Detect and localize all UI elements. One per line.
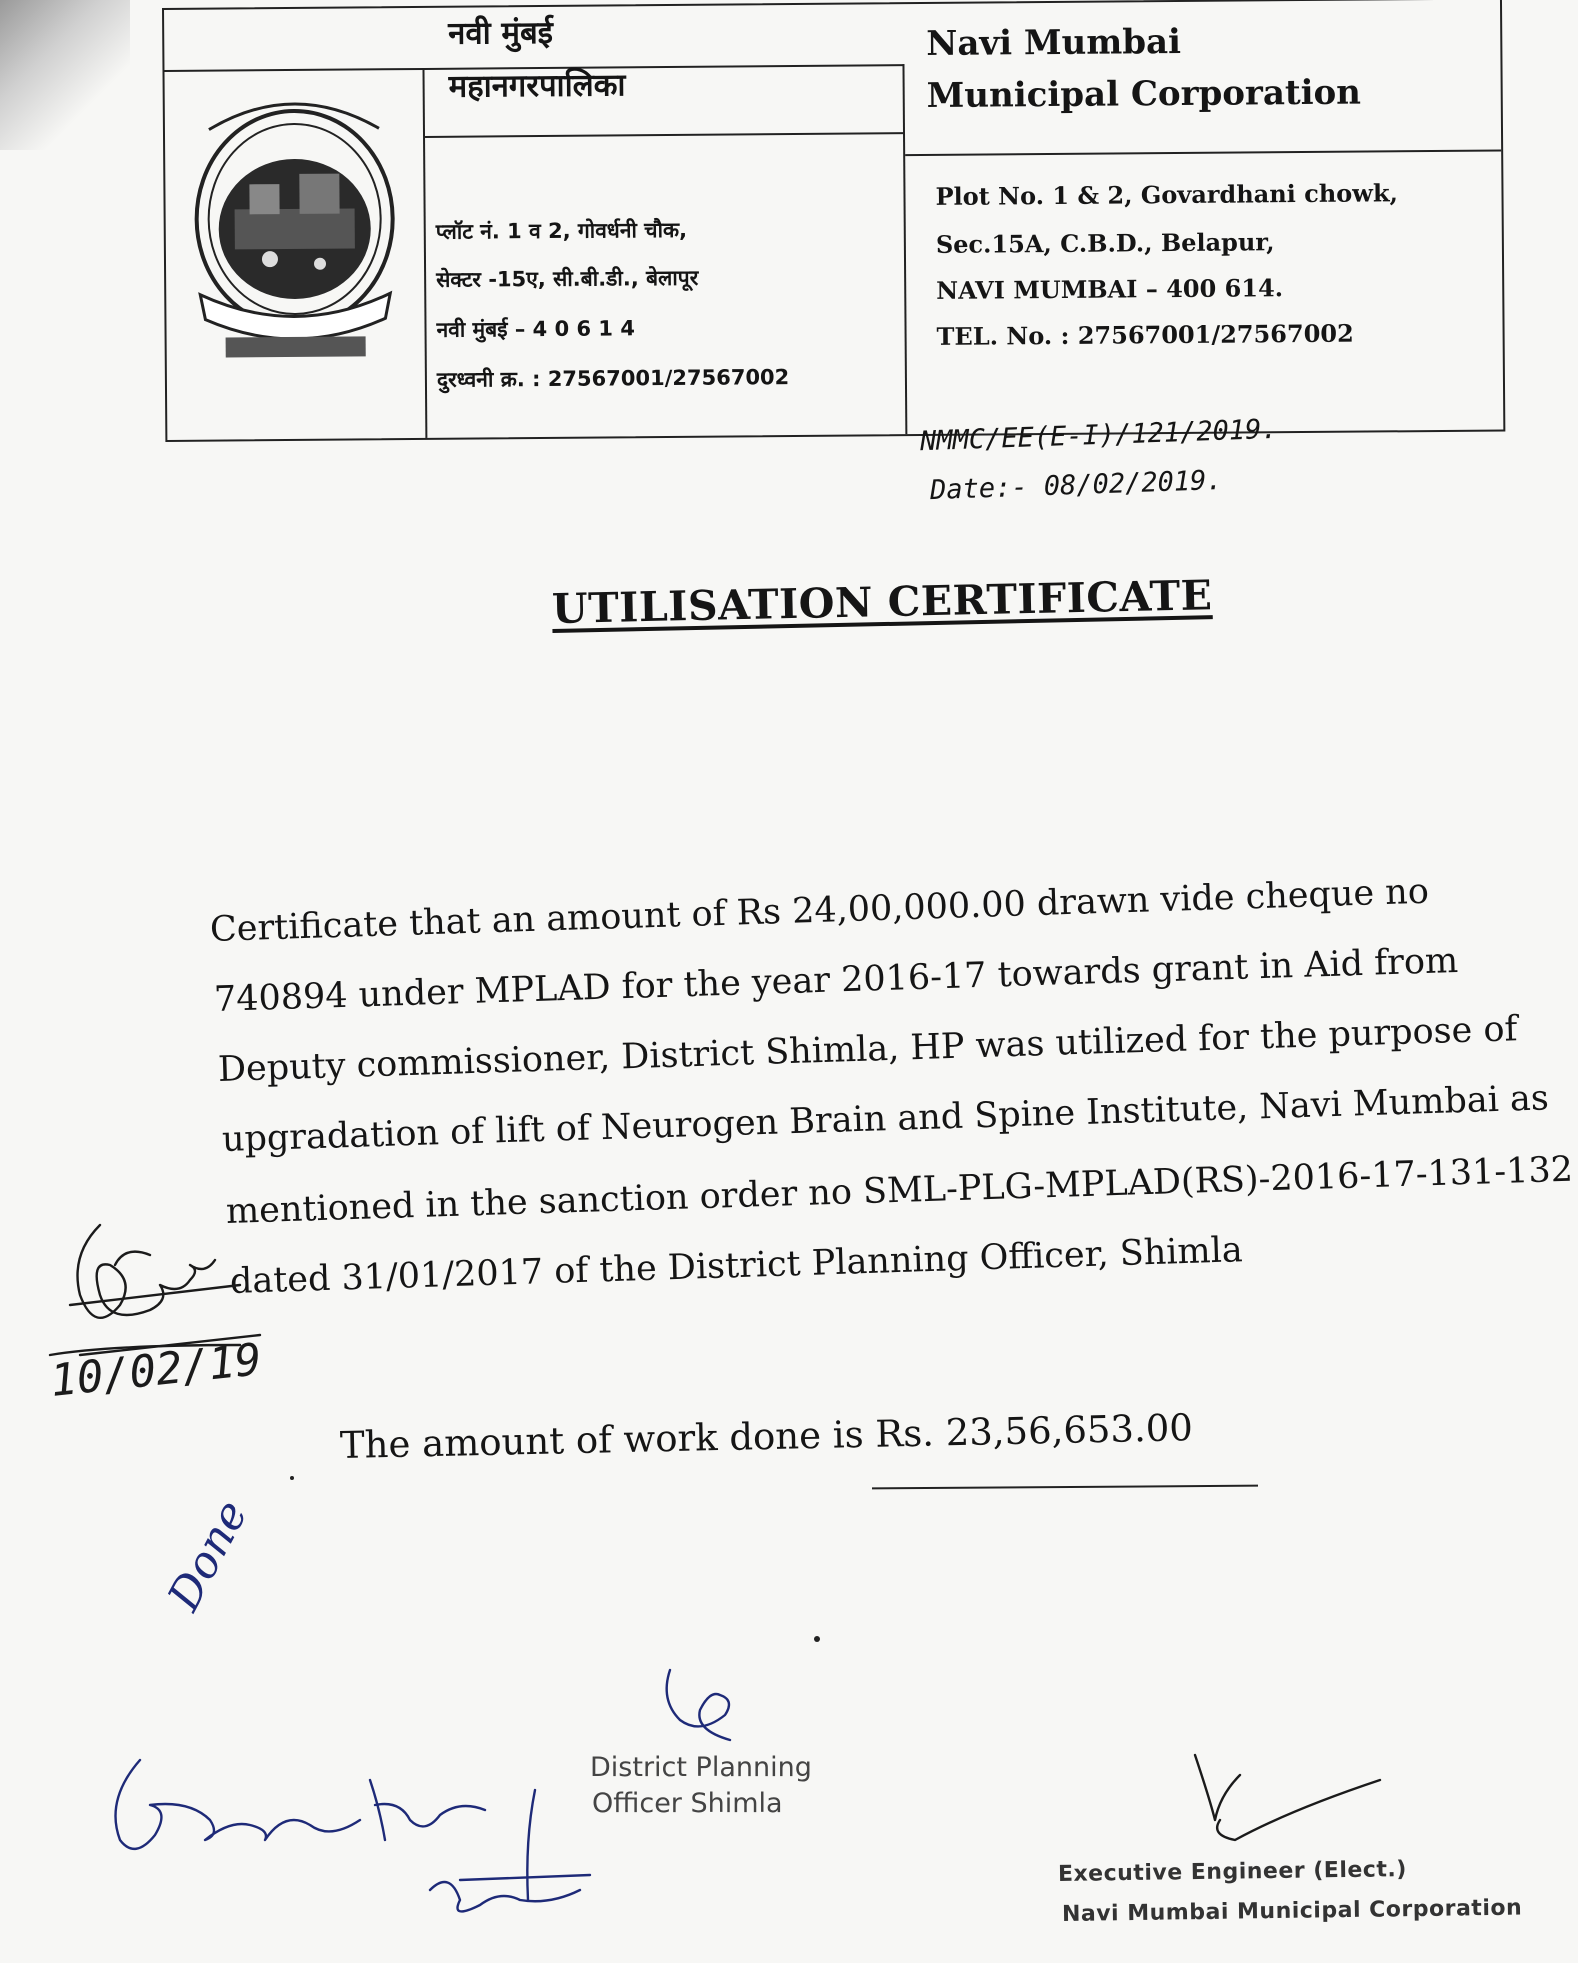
work-done-underline [872,1485,1258,1490]
ink-speck [814,1636,820,1642]
reference-date: Date:- 08/02/2019. [929,464,1224,507]
seal-emblem [179,88,411,360]
english-address-line1: Plot No. 1 & 2, Govardhani chowk, [935,178,1399,211]
letterhead-english-cell [904,0,1503,434]
scan-shadow [0,0,130,150]
executive-engineer-signature [1180,1740,1390,1850]
dpo-initials [640,1660,760,1750]
hindi-name-line2: महानगरपालिका [448,67,626,105]
body-line-2: 740894 under MPLAD for the year 2016-17 towards grant in Aid from [213,940,1459,1020]
hindi-address-line2: सेक्टर -15ए, सी.बी.डी., बेलापूर [436,265,699,292]
english-name-line2: Municipal Corporation [926,72,1362,116]
body-line-1: Certificate that an amount of Rs 24,00,000.00 drawn vide cheque no [209,871,1430,950]
ink-speck [290,1476,294,1480]
body-line-5: mentioned in the sanction order no SML-PLG-MPLAD(RS)-2016-17-131-132 [225,1149,1574,1232]
dpo-stamp-line1: District Planning [590,1752,812,1783]
work-done-amount: The amount of work done is Rs. 23,56,653.00 [339,1406,1194,1467]
hindi-name-line1: नवी मुंबई [448,14,554,52]
dpo-stamp-line2: Officer Shimla [592,1788,783,1819]
letterhead-hindi-cell [424,14,907,438]
letterhead [162,0,1505,442]
english-name-line1: Navi Mumbai [926,21,1182,64]
body-line-4: upgradation of lift of Neurogen Brain and Spine Institute, Navi Mumbai as [221,1078,1550,1160]
executive-engineer-organisation: Navi Mumbai Municipal Corporation [1061,1895,1523,1927]
body-line-3: Deputy commissioner, District Shimla, HP was utilized for the purpose of [217,1009,1519,1090]
hindi-address-line1: प्लॉट नं. 1 व 2, गोवर्धनी चौक, [435,217,688,244]
body-line-6: dated 31/01/2017 of the District Planning Officer, Shimla [229,1230,1244,1302]
english-address-line3: NAVI MUMBAI – 400 614. [936,273,1284,305]
certificate-title: UTILISATION CERTIFICATE [551,571,1213,633]
hindi-address-line4: दुरध्वनी क्र. : 27567001/27567002 [436,365,790,392]
hindi-address-line3: नवी मुंबई – 4 0 6 1 4 [436,316,635,342]
reference-number: NMMC/EE(E-I)/121/2019. [919,413,1279,458]
hindi-initials-signature [420,1780,600,1930]
executive-engineer-title: Executive Engineer (Elect.) [1057,1857,1407,1887]
english-address-line2: Sec.15A, C.B.D., Belapur, [935,227,1275,259]
letterhead-logo-cell [164,68,427,440]
english-address-line4: TEL. No. : 27567001/27567002 [936,318,1354,351]
margin-handwritten-date: 10/02/19 [47,1334,265,1407]
done-note: Done [158,1492,258,1619]
